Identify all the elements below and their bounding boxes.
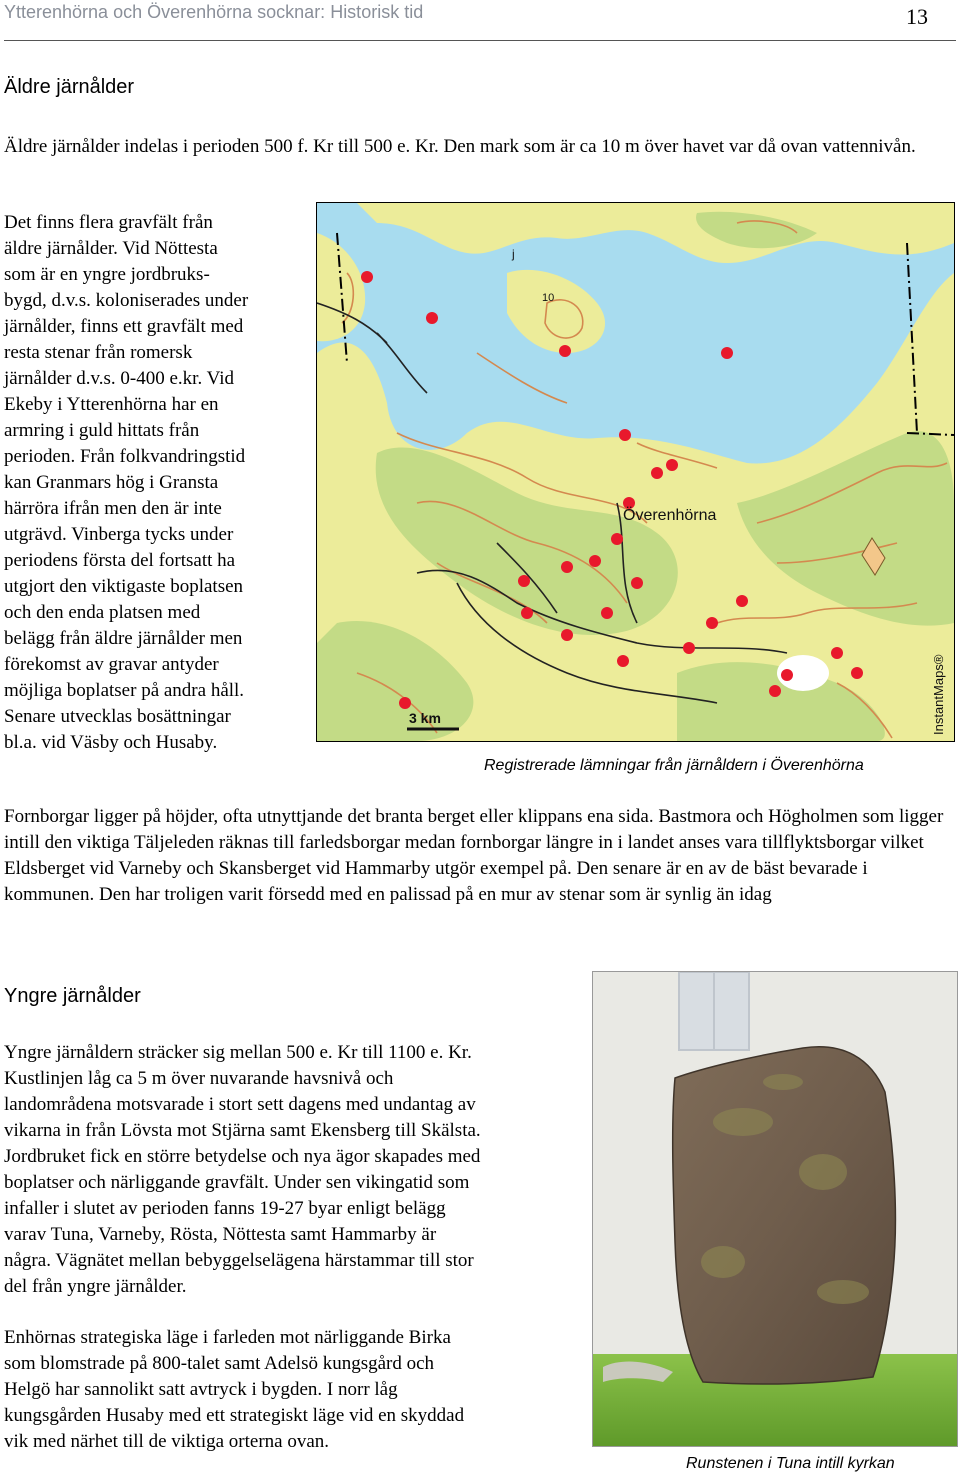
text-line: belägg från äldre järnålder men (4, 628, 243, 649)
find-marker (683, 642, 695, 654)
younger-paragraph-1 (4, 1040, 584, 1300)
text-line: Helgö har sannolikt satt avtryck i bygden. I norr låg (4, 1379, 398, 1400)
find-marker (521, 607, 533, 619)
section-heading-younger-iron-age: Yngre järnålder (4, 985, 141, 1007)
text-line: boplatser och närliggande gravfält. Under sen vikingatid som (4, 1172, 470, 1193)
find-marker (706, 617, 718, 629)
text-line: järnålder d.v.s. 0-400 e.kr. Vid (4, 368, 234, 389)
text-line: bygd, d.v.s. koloniserades under (4, 290, 249, 311)
find-marker (399, 697, 411, 709)
text-line: resta stenar från romersk (4, 342, 193, 363)
text-line: vikarna in från Lövsta mot Stjärna samt Ekensberg till Skälsta. (4, 1120, 481, 1141)
text-line: utgjort den viktigaste boplatsen (4, 576, 244, 597)
text-line: Senare utvecklas bosättningar (4, 706, 231, 727)
text-line: Jordbruket fick en större betydelse och nya ägor skapades med (4, 1146, 481, 1167)
younger-paragraph-2 (4, 1325, 584, 1455)
runestone-graphic (593, 972, 957, 1446)
text-line: landområdena motsvarade i stort sett dagens med undantag av (4, 1094, 476, 1115)
find-marker (651, 467, 663, 479)
section-heading-older-iron-age: Äldre järnålder (4, 76, 135, 98)
find-marker (666, 459, 678, 471)
find-marker (831, 647, 843, 659)
intro-paragraph: Äldre järnålder indelas i perioden 500 f. Kr till 500 e. Kr. Den mark som är ca 10 m över havet var då ovan vattennivån. (4, 136, 916, 157)
map-letter-label: j (512, 247, 515, 261)
find-marker (851, 667, 863, 679)
text-line: Kustlinjen låg ca 5 m över nuvarande havsnivå och (4, 1068, 394, 1089)
find-marker (426, 312, 438, 324)
forts-paragraph: Fornborgar ligger på höjder, ofta utnyttjande det branta berget eller klippans ena sida. Bastmora och Högholmen som ligger intill den viktiga Täljeleden räknas till farledsborgar medan fornborgar längre in i landet anses vara tillflyktsborgar vilket Eldsberget vid Varneby och Skansberget vid Hammarby utgör exempel på. Den senare är en av de bäst bevarade i kommunen. Den har troligen varit försedd med en palissad på en mur av stenar som är synlig än idag (4, 806, 944, 905)
find-marker (589, 555, 601, 567)
find-marker (611, 533, 623, 545)
text-line: förekomst av gravar antyder (4, 654, 219, 675)
map-graphic (317, 203, 954, 741)
find-marker (721, 347, 733, 359)
text-line: som är en yngre jordbruks- (4, 264, 210, 285)
find-marker (619, 429, 631, 441)
text-line: infaller i slutet av perioden fanns 19-27 byar enligt belägg (4, 1198, 446, 1219)
text-line: Ekeby i Ytterenhörna har en (4, 394, 219, 415)
text-line: härröra ifrån men den är inte (4, 498, 222, 519)
find-marker (769, 685, 781, 697)
map-place-label: Överenhörna (623, 507, 717, 524)
header-divider (4, 40, 956, 41)
photo-caption: Runstenen i Tuna intill kyrkan (686, 1455, 895, 1472)
text-line: möjliga boplatser på andra håll. (4, 680, 245, 701)
text-line: varav Tuna, Varneby, Rösta, Nöttesta samt Hammarby är (4, 1224, 437, 1245)
find-marker (631, 577, 643, 589)
text-line: perioden. Från folkvandringstid (4, 446, 246, 467)
text-line: som blomstrade på 800-talet samt Adelsö kungsgård och (4, 1353, 435, 1374)
running-header: Ytterenhörna och Överenhörna socknar: Historisk tid (4, 2, 424, 22)
text-line: periodens första del fortsatt ha (4, 550, 236, 571)
find-marker (361, 271, 373, 283)
text-line: utgrävd. Vinberga tycks under (4, 524, 234, 545)
find-marker (559, 345, 571, 357)
map-caption: Registrerade lämningar från järnåldern i Överenhörna (484, 757, 864, 774)
text-line: Yngre järnåldern sträcker sig mellan 500 e. Kr till 1100 e. Kr. (4, 1042, 472, 1063)
find-marker (518, 575, 530, 587)
runestone (673, 1047, 896, 1384)
text-line: och den enda platsen med (4, 602, 201, 623)
runestone-photo (592, 971, 958, 1447)
map-scale-label: 3 km (409, 710, 441, 726)
text-line: järnålder, finns ett gravfält med (4, 316, 244, 337)
text-line: Enhörnas strategiska läge i farleden mot närliggande Birka (4, 1327, 451, 1348)
text-line: kan Granmars hög i Gransta (4, 472, 219, 493)
find-marker (561, 561, 573, 573)
text-line: vik med närhet till de viktiga orterna ovan. (4, 1431, 330, 1452)
text-line: del från yngre järnålder. (4, 1276, 187, 1297)
side-text-column (4, 210, 312, 756)
find-marker (561, 629, 573, 641)
find-marker (736, 595, 748, 607)
page-number: 13 (906, 4, 928, 29)
find-marker (781, 669, 793, 681)
text-line: några. Vägnätet mellan bebyggelselägena härstammar till stor (4, 1250, 474, 1271)
map-contour-label: 10 (542, 292, 555, 304)
text-line: bl.a. vid Väsby och Husaby. (4, 732, 218, 753)
text-line: kungsgården Husaby med ett strategiskt läge vid en skyddad (4, 1405, 465, 1426)
text-line: äldre järnålder. Vid Nöttesta (4, 238, 218, 259)
find-marker (617, 655, 629, 667)
map-watermark: InstantMaps® (931, 654, 946, 735)
text-line: armring i guld hittats från (4, 420, 200, 441)
text-line: Det finns flera gravfält från (4, 212, 213, 233)
find-marker (601, 607, 613, 619)
iron-age-map (316, 202, 955, 742)
